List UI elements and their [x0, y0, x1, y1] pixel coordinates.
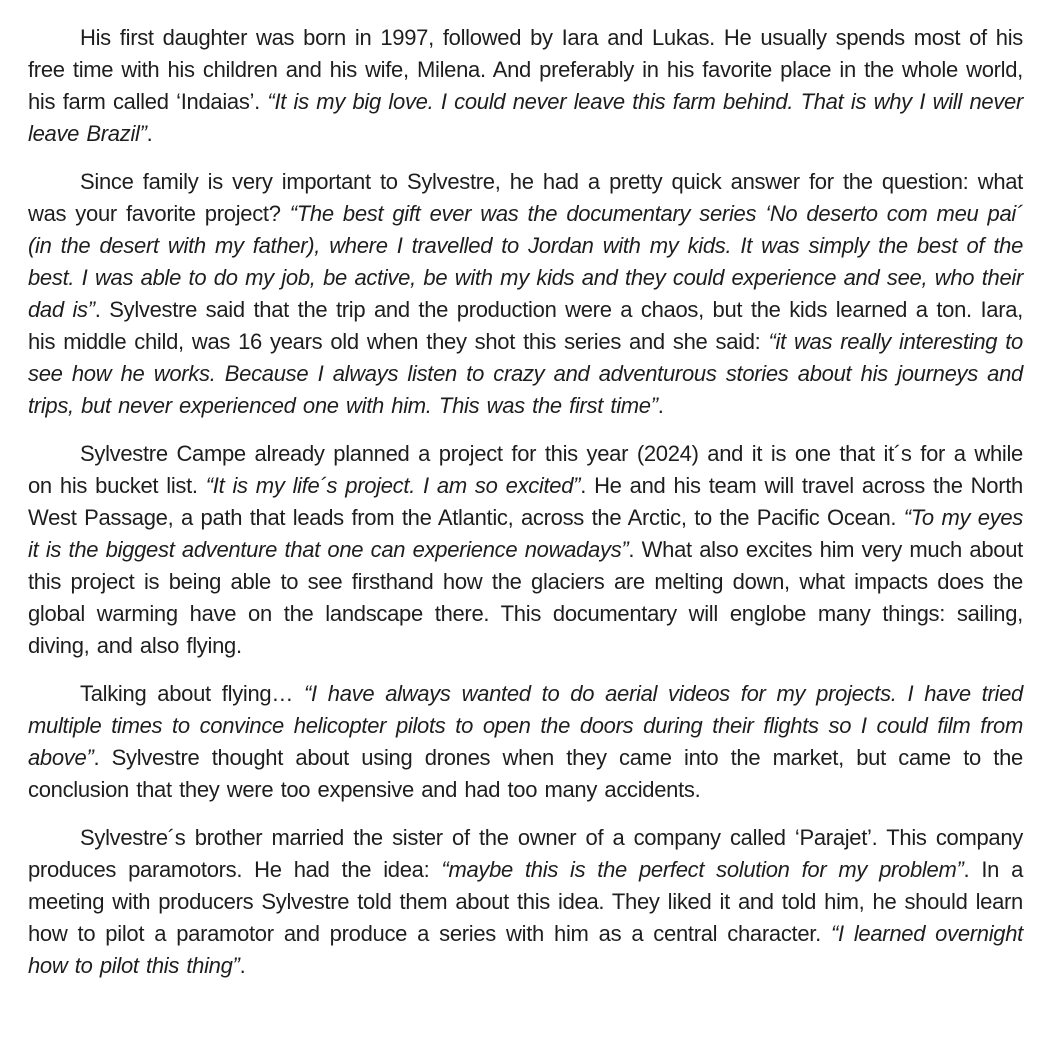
text-run: Talking about flying…	[80, 681, 304, 706]
text-run: . Sylvestre thought about using drones when they came into the market, but came to the conclusion that they were too expensive and had too many accidents.	[28, 745, 1023, 802]
text-run: . Sylvestre said that the trip and the production were a chaos, but the kids learned a ton. Iara, his middle child, was 16 years old when they shot this series and she said:	[28, 297, 1023, 354]
text-run: .	[146, 121, 153, 146]
text-run: Sylvestre´s brother married the sister of the owner of a company called ‘Parajet’. This company produces paramotors. He had the idea:	[28, 825, 1023, 882]
text-run: .	[239, 953, 246, 978]
quote-text-run: “It is my big love. I could never leave this farm behind. That is why I will never leave Brazil”	[28, 89, 1023, 146]
quote-text-run: “it was really interesting to see how he works. Because I always listen to crazy and adventurous stories about his journeys and trips, but never experienced one with him. This was the first time”	[28, 329, 1023, 418]
paragraph	[28, 822, 1023, 982]
paragraph	[28, 438, 1023, 662]
quote-text-run: “I have always wanted to do aerial videos for my projects. I have tried multiple times to convince helicopter pilots to open the doors during their flights so I could film from above”	[28, 681, 1023, 770]
document-body	[28, 22, 1023, 982]
text-run: . What also excites him very much about this project is being able to see firsthand how the glaciers are melting down, what impacts does the global warming have on the landscape there. This documentary will englobe many things: sailing, diving, and also flying.	[28, 537, 1023, 658]
paragraph	[28, 166, 1023, 422]
text-run: His first daughter was born in 1997, followed by Iara and Lukas. He usually spends most of his free time with his children and his wife, Milena. And preferably in his favorite place in the whole world, his farm called ‘Indaias’.	[28, 25, 1023, 114]
text-run: . He and his team will travel across the North West Passage, a path that leads from the Atlantic, across the Arctic, to the Pacific Ocean.	[28, 473, 1023, 530]
paragraph	[28, 678, 1023, 806]
quote-text-run: “To my eyes it is the biggest adventure that one can experience nowadays”	[28, 505, 1024, 562]
quote-text-run: “I learned overnight how to pilot this thing”	[28, 921, 1023, 978]
paragraph	[28, 22, 1023, 150]
text-run: Sylvestre Campe already planned a project for this year (2024) and it is one that it´s for a while on his bucket list.	[28, 441, 1023, 498]
quote-text-run: “It is my life´s project. I am so excited”	[205, 473, 581, 498]
quote-text-run: “maybe this is the perfect solution for my problem”	[441, 857, 964, 882]
text-run: .	[657, 393, 664, 418]
text-run: Since family is very important to Sylvestre, he had a pretty quick answer for the question: what was your favorite project?	[28, 169, 1023, 226]
quote-text-run: “The best gift ever was the documentary series ‘No deserto com meu pai´ (in the desert with my father), where I travelled to Jordan with my kids. It was simply the best of the best. I was able to do my job, be active, be with my kids and they could experience and see, who their dad is”	[28, 201, 1024, 322]
text-run: . In a meeting with producers Sylvestre told them about this idea. They liked it and told him, he should learn how to pilot a paramotor and produce a series with him as a central character.	[28, 857, 1023, 946]
